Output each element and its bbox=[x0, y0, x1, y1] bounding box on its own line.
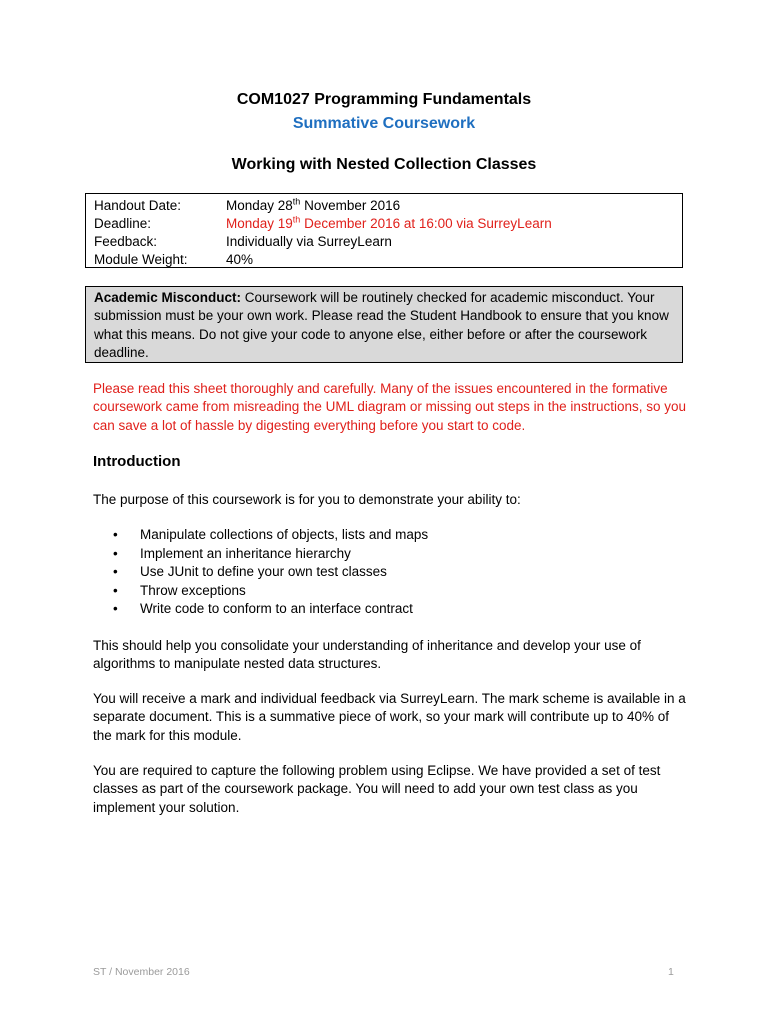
info-table bbox=[85, 193, 683, 268]
list-item: • Write code to conform to an interface contract bbox=[113, 600, 428, 619]
bullet-icon: • bbox=[113, 601, 118, 617]
list-item: • Manipulate collections of objects, lists and maps bbox=[113, 526, 428, 545]
bullet-icon: • bbox=[113, 527, 118, 542]
section-heading-introduction: Introduction bbox=[93, 453, 181, 470]
info-value-deadline: Monday 19th December 2016 at 16:00 via SurreyLearn bbox=[226, 214, 552, 231]
info-label: Handout Date: bbox=[94, 198, 182, 213]
list-item: • Throw exceptions bbox=[113, 582, 428, 601]
bullet-icon: • bbox=[113, 564, 118, 580]
list-item: • Use JUnit to define your own test classes bbox=[113, 563, 428, 582]
info-value: 40% bbox=[226, 252, 254, 267]
info-label: Feedback: bbox=[94, 234, 158, 249]
info-value: Monday 28th November 2016 bbox=[226, 196, 401, 213]
course-title: COM1027 Programming Fundamentals bbox=[236, 91, 532, 108]
consolidate-paragraph: This should help you consolidate your understanding of inheritance and develop your use of algorithms to manipulate nested data structures. bbox=[93, 638, 641, 672]
info-label: Deadline: bbox=[94, 216, 152, 231]
eclipse-paragraph: You are required to capture the following problem using Eclipse. We have provided a set of test classes as part of the coursework package. You will need to add your own test class as you implement your solution. bbox=[93, 763, 661, 815]
info-row-feedback bbox=[94, 233, 682, 251]
misconduct-label: Academic Misconduct: bbox=[94, 290, 242, 305]
page-number: 1 bbox=[668, 966, 674, 978]
mark-paragraph: You will receive a mark and individual feedback via SurreyLearn. The mark scheme is available in a separate document. This is a summative piece of work, so your mark will contribute up to 40% of the mark for this module. bbox=[93, 691, 686, 743]
info-row-weight bbox=[94, 251, 682, 269]
misconduct-notice bbox=[85, 286, 683, 363]
misconduct-text: Coursework will be routinely checked for academic misconduct. Your submission must be your own work. Please read the Student Handbook to ensure that you know what this means. Do not give your code to anyone else, either before or after the coursework deadline. bbox=[94, 290, 669, 360]
purpose-paragraph: The purpose of this coursework is for you to demonstrate your ability to: bbox=[93, 492, 521, 507]
info-row-handout bbox=[94, 197, 682, 215]
coursework-type: Summative Coursework bbox=[292, 115, 476, 132]
assignment-title: Working with Nested Collection Classes bbox=[231, 156, 537, 173]
warning-paragraph: Please read this sheet thoroughly and carefully. Many of the issues encountered in the formative coursework came from misreading the UML diagram or missing out steps in the instructions, so you can save a lot of hassle by digesting everything before you start to code. bbox=[93, 381, 686, 433]
footer-author-date: ST / November 2016 bbox=[93, 966, 190, 978]
info-row-deadline bbox=[94, 215, 682, 233]
info-value: Individually via SurreyLearn bbox=[226, 234, 392, 249]
info-label: Module Weight: bbox=[94, 252, 188, 267]
list-item: • Implement an inheritance hierarchy bbox=[113, 545, 428, 564]
bullet-icon: • bbox=[113, 545, 118, 561]
bullet-icon: • bbox=[113, 582, 118, 598]
objectives-list bbox=[113, 526, 428, 619]
